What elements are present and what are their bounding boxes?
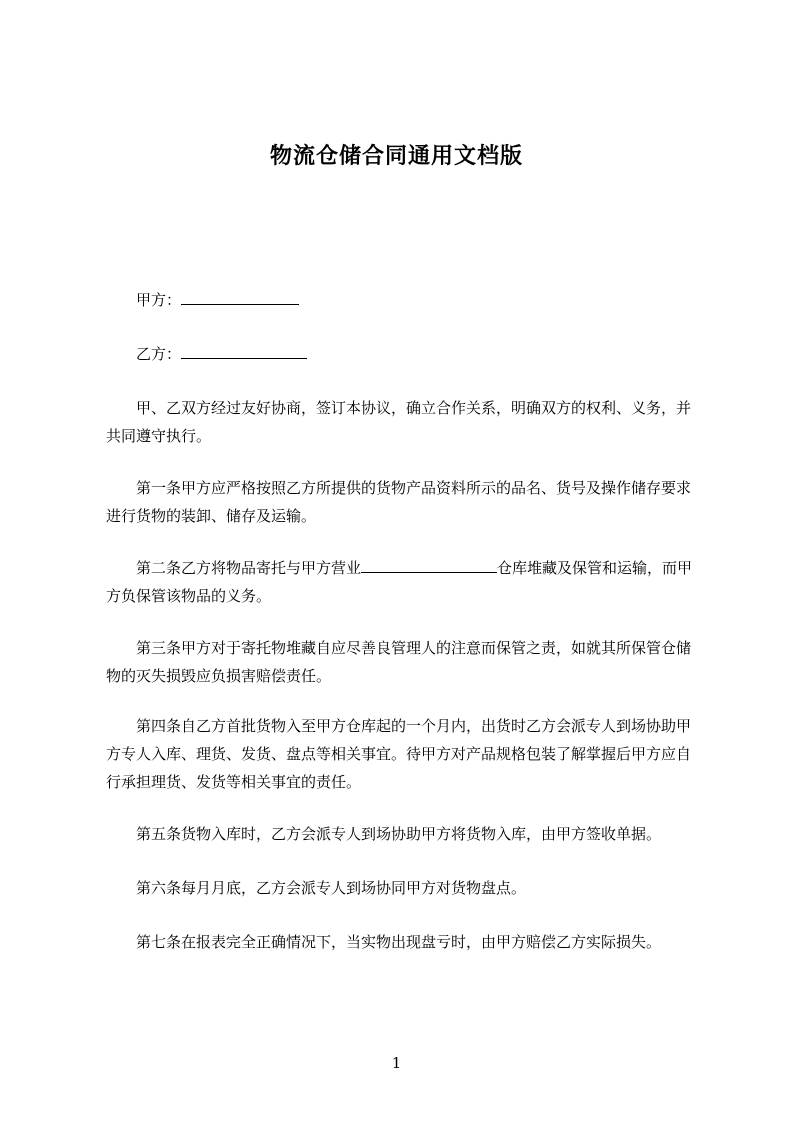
- party-b-line: [136, 340, 307, 368]
- article-5-paragraph: 第五条货物入库时，乙方会派专人到场协助甲方将货物入库，由甲方签收单据。: [136, 825, 662, 843]
- party-a-blank: [181, 287, 299, 305]
- article-2-text-before: 第二条乙方将物品寄托与甲方营业: [136, 559, 362, 577]
- party-b-label: 乙方：: [136, 345, 182, 363]
- article-6-paragraph: 第六条每月月底，乙方会派专人到场协同甲方对货物盘点。: [136, 879, 527, 897]
- article-1-paragraph: 第一条甲方应严格按照乙方所提供的货物产品资料所示的品名、货号及操作储存要求进行货物的装卸、储存及运输。: [106, 479, 692, 525]
- article-2-blank: [361, 555, 497, 573]
- article-7-paragraph: 第七条在报表完全正确情况下，当实物出现盘亏时，由甲方赔偿乙方实际损失。: [136, 933, 662, 951]
- party-a-line: [136, 286, 299, 314]
- party-b-blank: [181, 341, 307, 359]
- article-4-paragraph: 第四条自乙方首批货物入至甲方仓库起的一个月内，出货时乙方会派专人到场协助甲方专人入库、理货、发货、盘点等相关事宜。待甲方对产品规格包装了解掌握后甲方应自行承担理货、发货等相关事宜的责任。: [106, 717, 692, 791]
- document-title: 物流仓储合同通用文档版: [269, 144, 523, 169]
- article-3-paragraph: 第三条甲方对于寄托物堆藏自应尽善良管理人的注意而保管之责，如就其所保管仓储物的灭失损毁应负损害赔偿责任。: [106, 639, 692, 685]
- article-2-text-after: 仓库堆藏及保管和运输，而甲方负保管该物品的义务。: [106, 559, 693, 605]
- party-a-label: 甲方：: [136, 291, 182, 309]
- article-2-paragraph: [106, 554, 702, 610]
- intro-paragraph: 甲、乙双方经过友好协商，签订本协议，确立合作关系，明确双方的权利、义务，并共同遵守执行。: [106, 399, 692, 445]
- page-number: 1: [391, 1054, 402, 1072]
